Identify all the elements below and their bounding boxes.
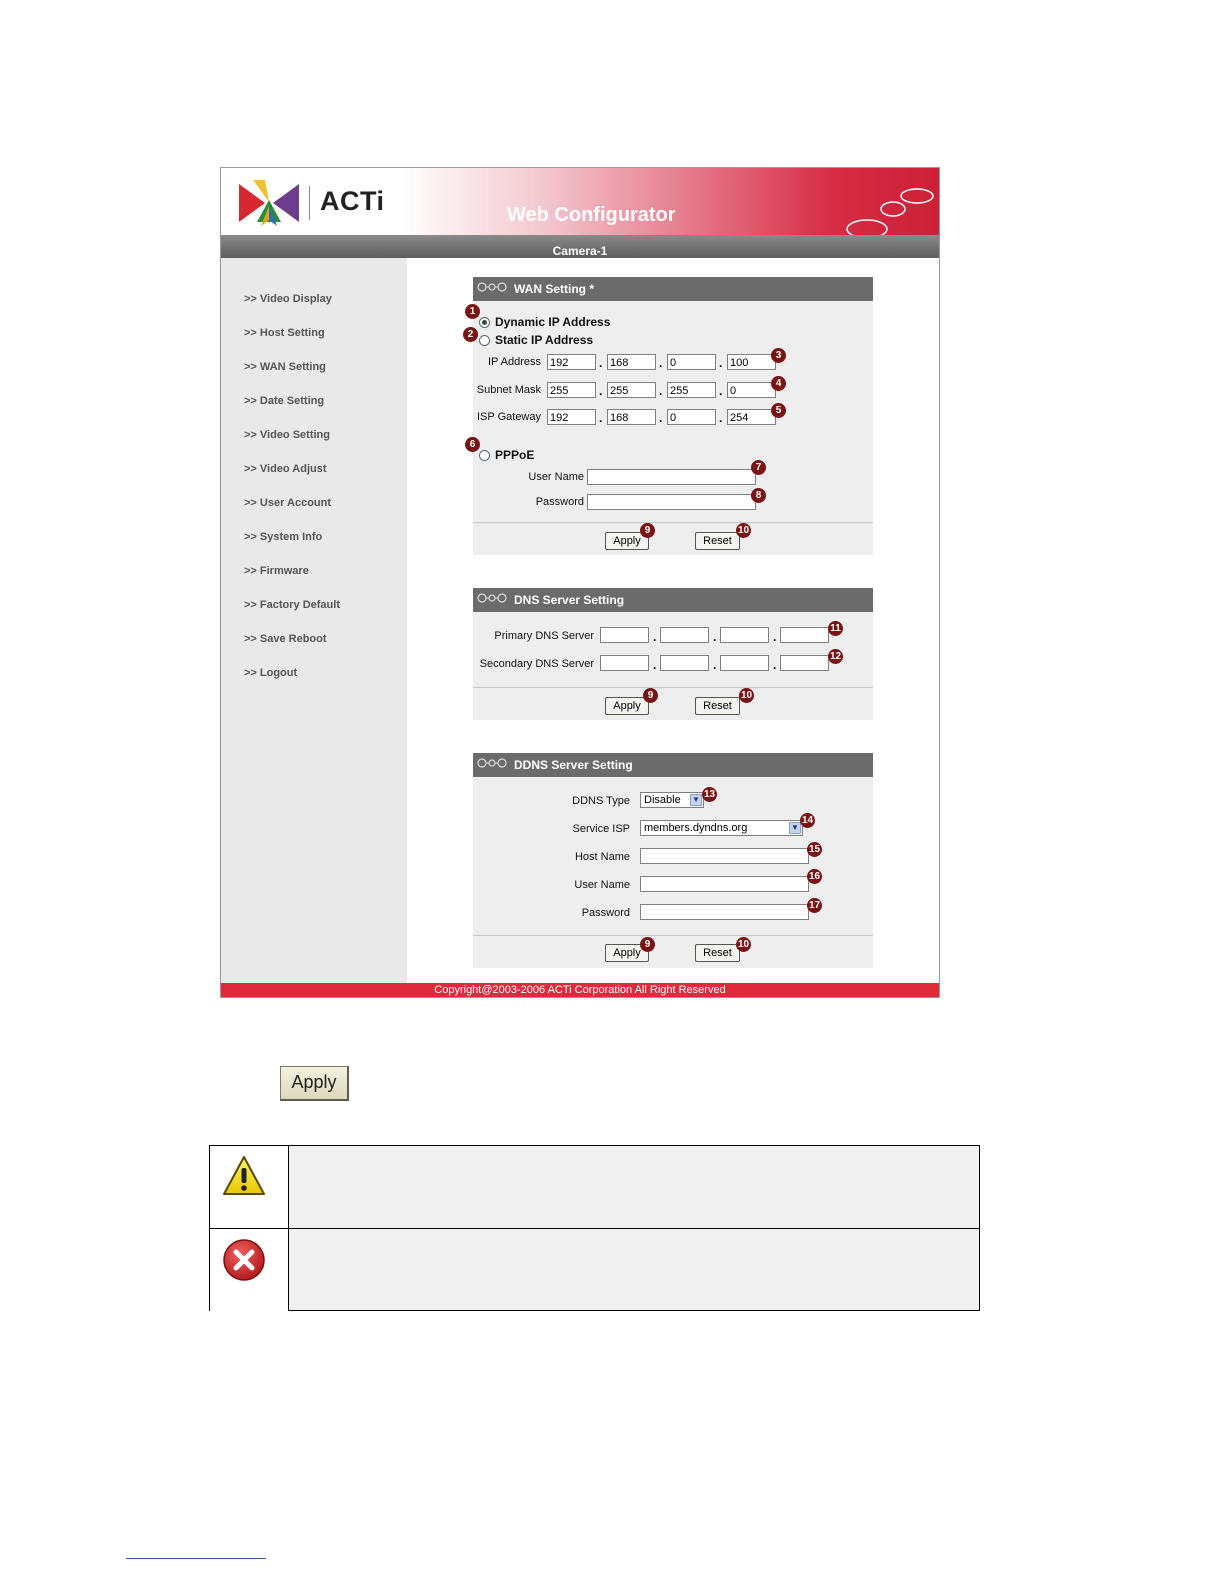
ip-octet-4[interactable]: 100 <box>727 354 776 370</box>
badge-15: 15 <box>808 844 821 855</box>
badge-7: 7 <box>751 460 766 475</box>
primary-dns-octet-4[interactable] <box>780 627 829 643</box>
pppoe-password-label: Password <box>535 496 584 508</box>
brand-name: ACTi <box>320 186 385 216</box>
ip-octet-2[interactable]: 168 <box>607 354 656 370</box>
sidebar-item-firmware[interactable]: >> Firmware <box>244 565 309 577</box>
divider <box>473 522 873 523</box>
ddns-type-value: Disable <box>644 794 681 806</box>
static-ip-radio[interactable] <box>479 335 490 346</box>
isp-gateway-label: ISP Gateway <box>477 411 541 423</box>
badge-10-ddns: 10 <box>737 939 750 950</box>
secondary-dns-octet-2[interactable] <box>660 655 709 671</box>
service-isp-select[interactable] <box>640 820 803 836</box>
pppoe-label: PPPoE <box>495 448 535 462</box>
wan-setting-panel <box>467 277 873 555</box>
badge-9-dns: 9 <box>643 688 658 703</box>
table-divider <box>210 1228 979 1229</box>
subnet-mask-label: Subnet Mask <box>476 384 541 396</box>
dot: . <box>659 356 663 370</box>
warning-icon <box>222 1154 266 1198</box>
badge-16: 16 <box>808 871 821 882</box>
badge-10-dns: 10 <box>740 690 753 701</box>
static-ip-label: Static IP Address <box>495 333 594 347</box>
badge-6: 6 <box>465 437 480 452</box>
dns-apply-button[interactable]: Apply <box>605 697 649 715</box>
dot: . <box>719 356 723 370</box>
sidebar <box>221 258 407 983</box>
primary-dns-octet-2[interactable] <box>660 627 709 643</box>
web-configurator-window <box>220 167 940 998</box>
chain-icon <box>477 756 507 770</box>
gateway-octet-1[interactable]: 192 <box>547 409 596 425</box>
divider <box>473 935 873 936</box>
badge-3: 3 <box>771 348 786 363</box>
wan-panel-header <box>473 277 873 301</box>
mask-octet-4[interactable]: 0 <box>727 382 776 398</box>
chain-icon <box>477 280 507 294</box>
badge-8: 8 <box>751 488 766 503</box>
pppoe-radio[interactable] <box>479 450 490 461</box>
secondary-dns-octet-1[interactable] <box>600 655 649 671</box>
sidebar-item-video-setting[interactable]: >> Video Setting <box>244 429 330 441</box>
mask-octet-1[interactable]: 255 <box>547 382 596 398</box>
dot: . <box>653 658 657 672</box>
badge-9: 9 <box>640 523 655 538</box>
secondary-dns-octet-4[interactable] <box>780 655 829 671</box>
error-icon <box>222 1238 266 1282</box>
badge-14: 14 <box>801 815 814 826</box>
badge-4: 4 <box>771 376 786 391</box>
dot: . <box>599 356 603 370</box>
dot: . <box>599 411 603 425</box>
ddns-type-label: DDNS Type <box>572 795 630 807</box>
sidebar-item-save-reboot[interactable]: >> Save Reboot <box>244 633 327 645</box>
badge-11: 11 <box>828 621 843 636</box>
host-name-input[interactable] <box>640 848 809 864</box>
dot: . <box>659 411 663 425</box>
gateway-octet-2[interactable]: 168 <box>607 409 656 425</box>
primary-dns-label: Primary DNS Server <box>494 630 594 642</box>
badge-13: 13 <box>703 789 716 800</box>
ddns-apply-button[interactable]: Apply <box>605 944 649 962</box>
badge-10: 10 <box>737 525 750 536</box>
camera-name: Camera-1 <box>552 244 608 258</box>
host-name-label: Host Name <box>574 851 630 863</box>
dot: . <box>599 384 603 398</box>
header-banner <box>221 168 939 235</box>
service-isp-value: members.dyndns.org <box>644 822 748 834</box>
chevron-down-icon: ▼ <box>789 822 801 834</box>
dot: . <box>713 658 717 672</box>
copyright-footer: Copyright@2003-2006 ACTi Corporation All Right Reserved <box>221 983 939 997</box>
secondary-dns-label: Secondary DNS Server <box>479 658 594 670</box>
badge-17: 17 <box>808 900 821 911</box>
wan-apply-button[interactable]: Apply <box>605 532 649 550</box>
logo-divider <box>309 186 310 220</box>
chevron-down-icon: ▼ <box>690 794 702 806</box>
mask-octet-2[interactable]: 255 <box>607 382 656 398</box>
pppoe-user-input[interactable] <box>587 469 756 485</box>
dynamic-ip-label: Dynamic IP Address <box>495 315 611 329</box>
primary-dns-octet-3[interactable] <box>720 627 769 643</box>
badge-1: 1 <box>465 304 480 319</box>
badge-9-ddns: 9 <box>640 937 655 952</box>
dns-panel-title: DNS Server Setting <box>514 593 625 607</box>
chain-icon <box>477 591 507 605</box>
gateway-octet-3[interactable]: 0 <box>667 409 716 425</box>
decorative-rings-icon <box>843 184 935 240</box>
dot: . <box>773 658 777 672</box>
gateway-octet-4[interactable]: 254 <box>727 409 776 425</box>
pppoe-password-input[interactable] <box>587 494 756 510</box>
mask-octet-3[interactable]: 255 <box>667 382 716 398</box>
badge-12: 12 <box>829 651 842 662</box>
badge-2: 2 <box>463 327 478 342</box>
dot: . <box>719 384 723 398</box>
badge-5: 5 <box>771 403 786 418</box>
dot: . <box>773 630 777 644</box>
sidebar-item-date-setting[interactable]: >> Date Setting <box>244 395 325 407</box>
pppoe-user-label: User Name <box>528 471 584 483</box>
ddns-panel-header <box>473 753 873 777</box>
ddns-user-input[interactable] <box>640 876 809 892</box>
ddns-setting-panel <box>473 753 873 968</box>
apply-button-sample[interactable]: Apply <box>280 1066 349 1101</box>
ddns-user-label: User Name <box>574 879 630 891</box>
dynamic-ip-radio[interactable] <box>479 317 490 328</box>
ddns-type-select[interactable] <box>640 792 704 808</box>
ip-octet-1[interactable]: 192 <box>547 354 596 370</box>
sidebar-item-wan-setting[interactable]: >> WAN Setting <box>244 361 326 373</box>
ddns-reset-button[interactable]: Reset <box>695 944 740 962</box>
secondary-dns-octet-3[interactable] <box>720 655 769 671</box>
app-title: Web Configurator <box>507 204 676 226</box>
wan-reset-button[interactable]: Reset <box>695 532 740 550</box>
dns-panel-header <box>473 588 873 612</box>
footnote-rule <box>126 1558 266 1559</box>
service-isp-label: Service ISP <box>572 823 630 835</box>
dns-reset-button[interactable]: Reset <box>695 697 740 715</box>
notes-table <box>209 1145 980 1311</box>
primary-dns-octet-1[interactable] <box>600 627 649 643</box>
sidebar-item-host-setting[interactable]: >> Host Setting <box>244 327 325 339</box>
divider <box>473 687 873 688</box>
dns-setting-panel <box>473 588 873 720</box>
sidebar-item-system-info[interactable]: >> System Info <box>244 531 323 543</box>
ddns-password-label: Password <box>581 907 630 919</box>
ip-octet-3[interactable]: 0 <box>667 354 716 370</box>
sidebar-item-video-adjust[interactable]: >> Video Adjust <box>244 463 327 475</box>
wan-panel-title: WAN Setting * <box>514 282 594 296</box>
dot: . <box>719 411 723 425</box>
dot: . <box>713 630 717 644</box>
sidebar-item-user-account[interactable]: >> User Account <box>244 497 332 509</box>
sidebar-item-video-display[interactable]: >> Video Display <box>244 293 332 305</box>
ip-address-label: IP Address <box>488 356 541 368</box>
sidebar-item-logout[interactable]: >> Logout <box>244 667 298 679</box>
ddns-password-input[interactable] <box>640 904 809 920</box>
dot: . <box>659 384 663 398</box>
sidebar-item-factory-default[interactable]: >> Factory Default <box>244 599 340 611</box>
ddns-panel-title: DDNS Server Setting <box>514 758 633 772</box>
acti-logo-icon <box>239 180 299 226</box>
dot: . <box>653 630 657 644</box>
